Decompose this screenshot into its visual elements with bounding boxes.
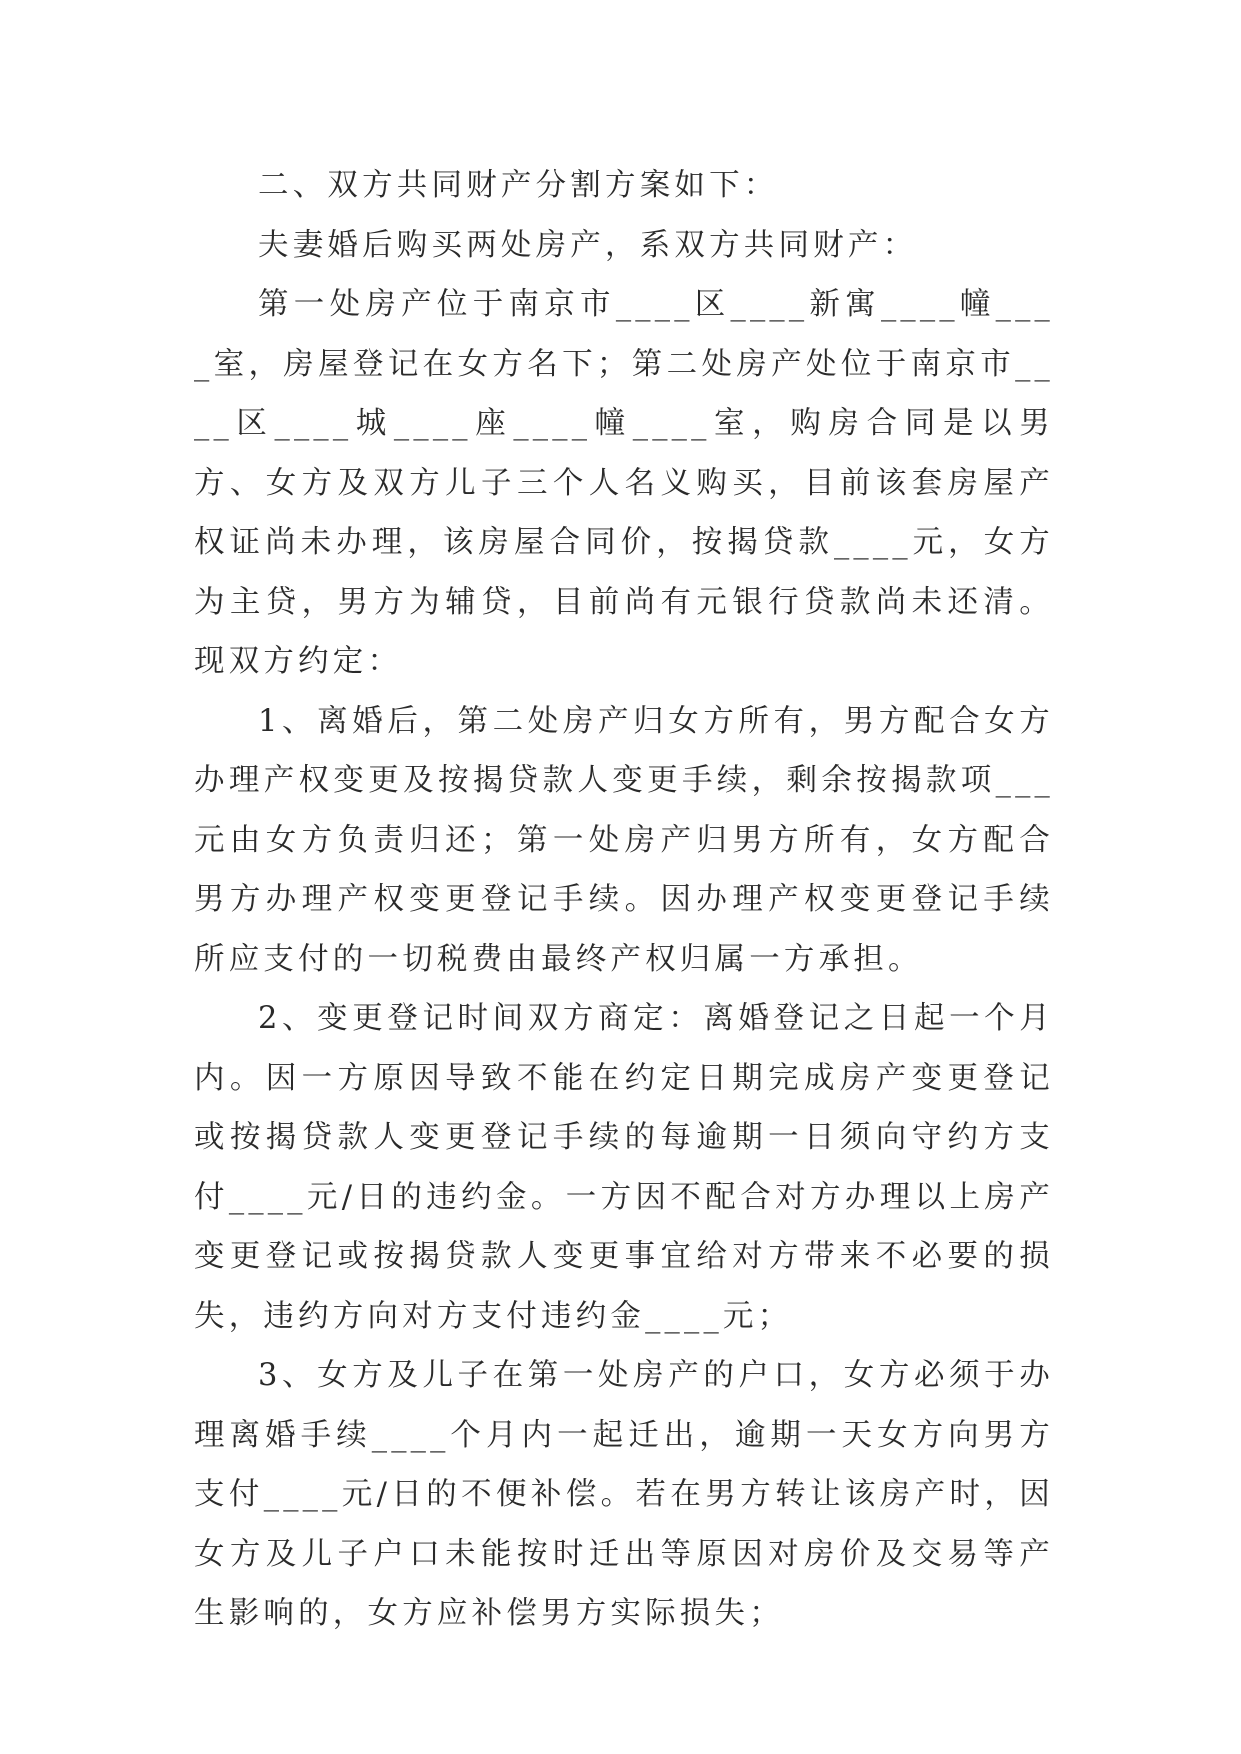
paragraph-property-details: 第一处房产位于南京市____区____新寓____幢____室，房屋登记在女方名下；第二处房产处位于南京市____区____城____座____幢____室，购房合同是以男方、女方及双方儿子三个人名义购买，目前该套房屋产权证尚未办理，该房屋合同价，按揭贷款____元，女方为主贷，男方为辅贷，目前尚有元银行贷款尚未还清。现双方约定： bbox=[194, 287, 1054, 679]
paragraph-clause-1: 1、离婚后，第二处房产归女方所有，男方配合女方办理产权变更及按揭贷款人变更手续，剩余按揭款项___元由女方负责归还；第一处房产归男方所有，女方配合男方办理产权变更登记手续。因办理产权变更登记手续所应支付的一切税费由最终产权归属一方承担。 bbox=[194, 703, 1054, 977]
paragraph-clause-2: 2、变更登记时间双方商定：离婚登记之日起一个月内。因一方原因导致不能在约定日期完成房产变更登记或按揭贷款人变更登记手续的每逾期一日须向守约方支付____元/日的违约金。一方因不配合对方办理以上房产变更登记或按揭贷款人变更事宜给对方带来不必要的损失，违约方向对方支付违约金____元； bbox=[194, 1001, 1054, 1334]
document-body bbox=[194, 156, 1054, 1644]
paragraph-clause-3: 3、女方及儿子在第一处房产的户口，女方必须于办理离婚手续____个月内一起迁出，逾期一天女方向男方支付____元/日的不便补偿。若在男方转让该房产时，因女方及儿子户口未能按时迁出等原因对房价及交易等产生影响的，女方应补偿男方实际损失； bbox=[194, 1358, 1054, 1631]
paragraph-property-intro: 夫妻婚后购买两处房产，系双方共同财产： bbox=[258, 227, 918, 263]
paragraph-section-heading: 二、双方共同财产分割方案如下： bbox=[258, 168, 779, 203]
